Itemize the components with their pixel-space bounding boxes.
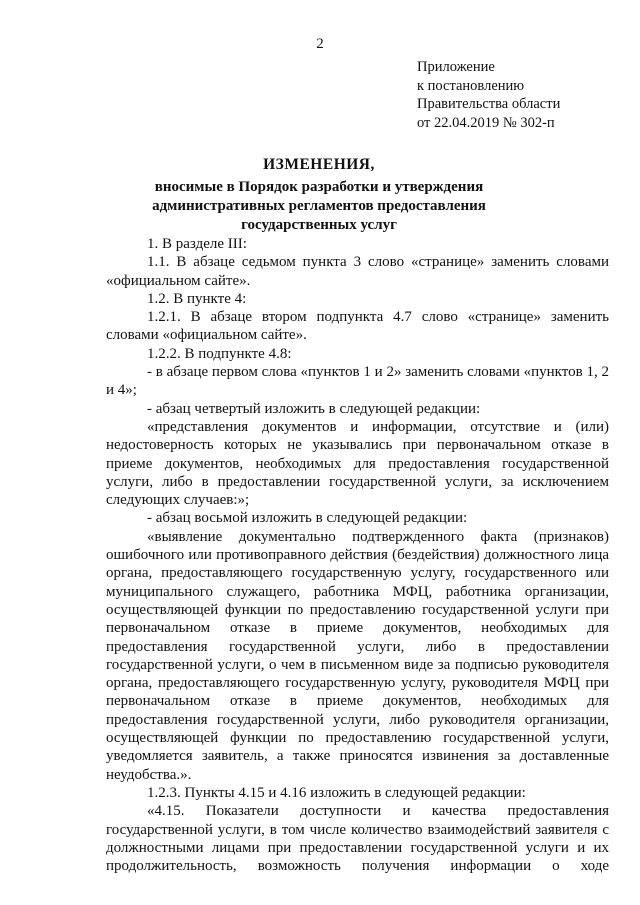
paragraph: 1.2.2. В подпункте 4.8:: [147, 345, 292, 362]
paragraph: 1.2.3. Пункты 4.15 и 4.16 изложить в следующей редакции:: [147, 784, 526, 801]
paragraph: 1.2.1. В абзаце втором подпункта 4.7 слово «странице» заменить словами «официальном сайте».: [106, 309, 609, 344]
appendix-line: Правительства области: [417, 96, 561, 113]
paragraph: 1. В разделе III:: [147, 236, 247, 252]
page-number: 2: [316, 36, 324, 52]
appendix-line: от 22.04.2019 № 302-п: [417, 114, 555, 131]
paragraph: 1.2. В пункте 4:: [147, 290, 247, 307]
appendix-line: Приложение: [417, 59, 495, 75]
paragraph: - абзац восьмой изложить в следующей редакции:: [147, 510, 468, 527]
document-title: ИЗМЕНЕНИЯ,: [263, 156, 375, 173]
paragraph: «выявление документально подтвержденного факта (признаков) ошибочного или противоправного действия (бездействия) должностного лица органа, предоставляющего государственную услугу, государственного или муниципального служащего, работника МФЦ, работника организации, осуществляющей функции по предоставлению государственной услуги при первоначальном отказе в приеме документов, необходимых для предоставления государственной услуги, либо в предоставлении государственной услуги, о чем в письменном виде за подписью руководителя органа, предоставляющего государственную услугу, руководителя МФЦ при первоначальном отказе в приеме документов, необходимых для предоставления государственной услуги, либо руководителя организации, осуществляющей функции по предоставлению государственной услуги, уведомляется заявитель, а также приносятся извинения за доставленные неудобства.».: [106, 528, 609, 783]
appendix-line: к постановлению: [417, 77, 525, 94]
document-subtitle: вносимые в Порядок разработки и утверждения административных регламентов предоставления государственных услуг: [152, 179, 486, 233]
paragraph: 1.1. В абзаце седьмом пункта 3 слово «странице» заменить словами «официальном сайте».: [106, 254, 609, 289]
paragraph: «представления документов и информации, отсутствие и (или) недостоверность которых не указывались при первоначальном отказе в приеме документов, необходимых для предоставления государственной услуги, либо в предоставлении государственной услуги, за исключением следующих случаев:»;: [106, 418, 609, 509]
paragraph: «4.15. Показатели доступности и качества предоставления государственной услуги, в том числе количество взаимодействий заявителя с должностными лицами при предоставлении государственной услуги и их продолжительность, возможность получения информации о ходе: [106, 803, 609, 875]
paragraph: - абзац четвертый изложить в следующей редакции:: [147, 400, 481, 417]
appendix-block: [417, 58, 560, 132]
document-body: [106, 235, 609, 875]
paragraph: - в абзаце первом слова «пунктов 1 и 2» заменить словами «пунктов 1, 2 и 4»;: [106, 364, 609, 399]
